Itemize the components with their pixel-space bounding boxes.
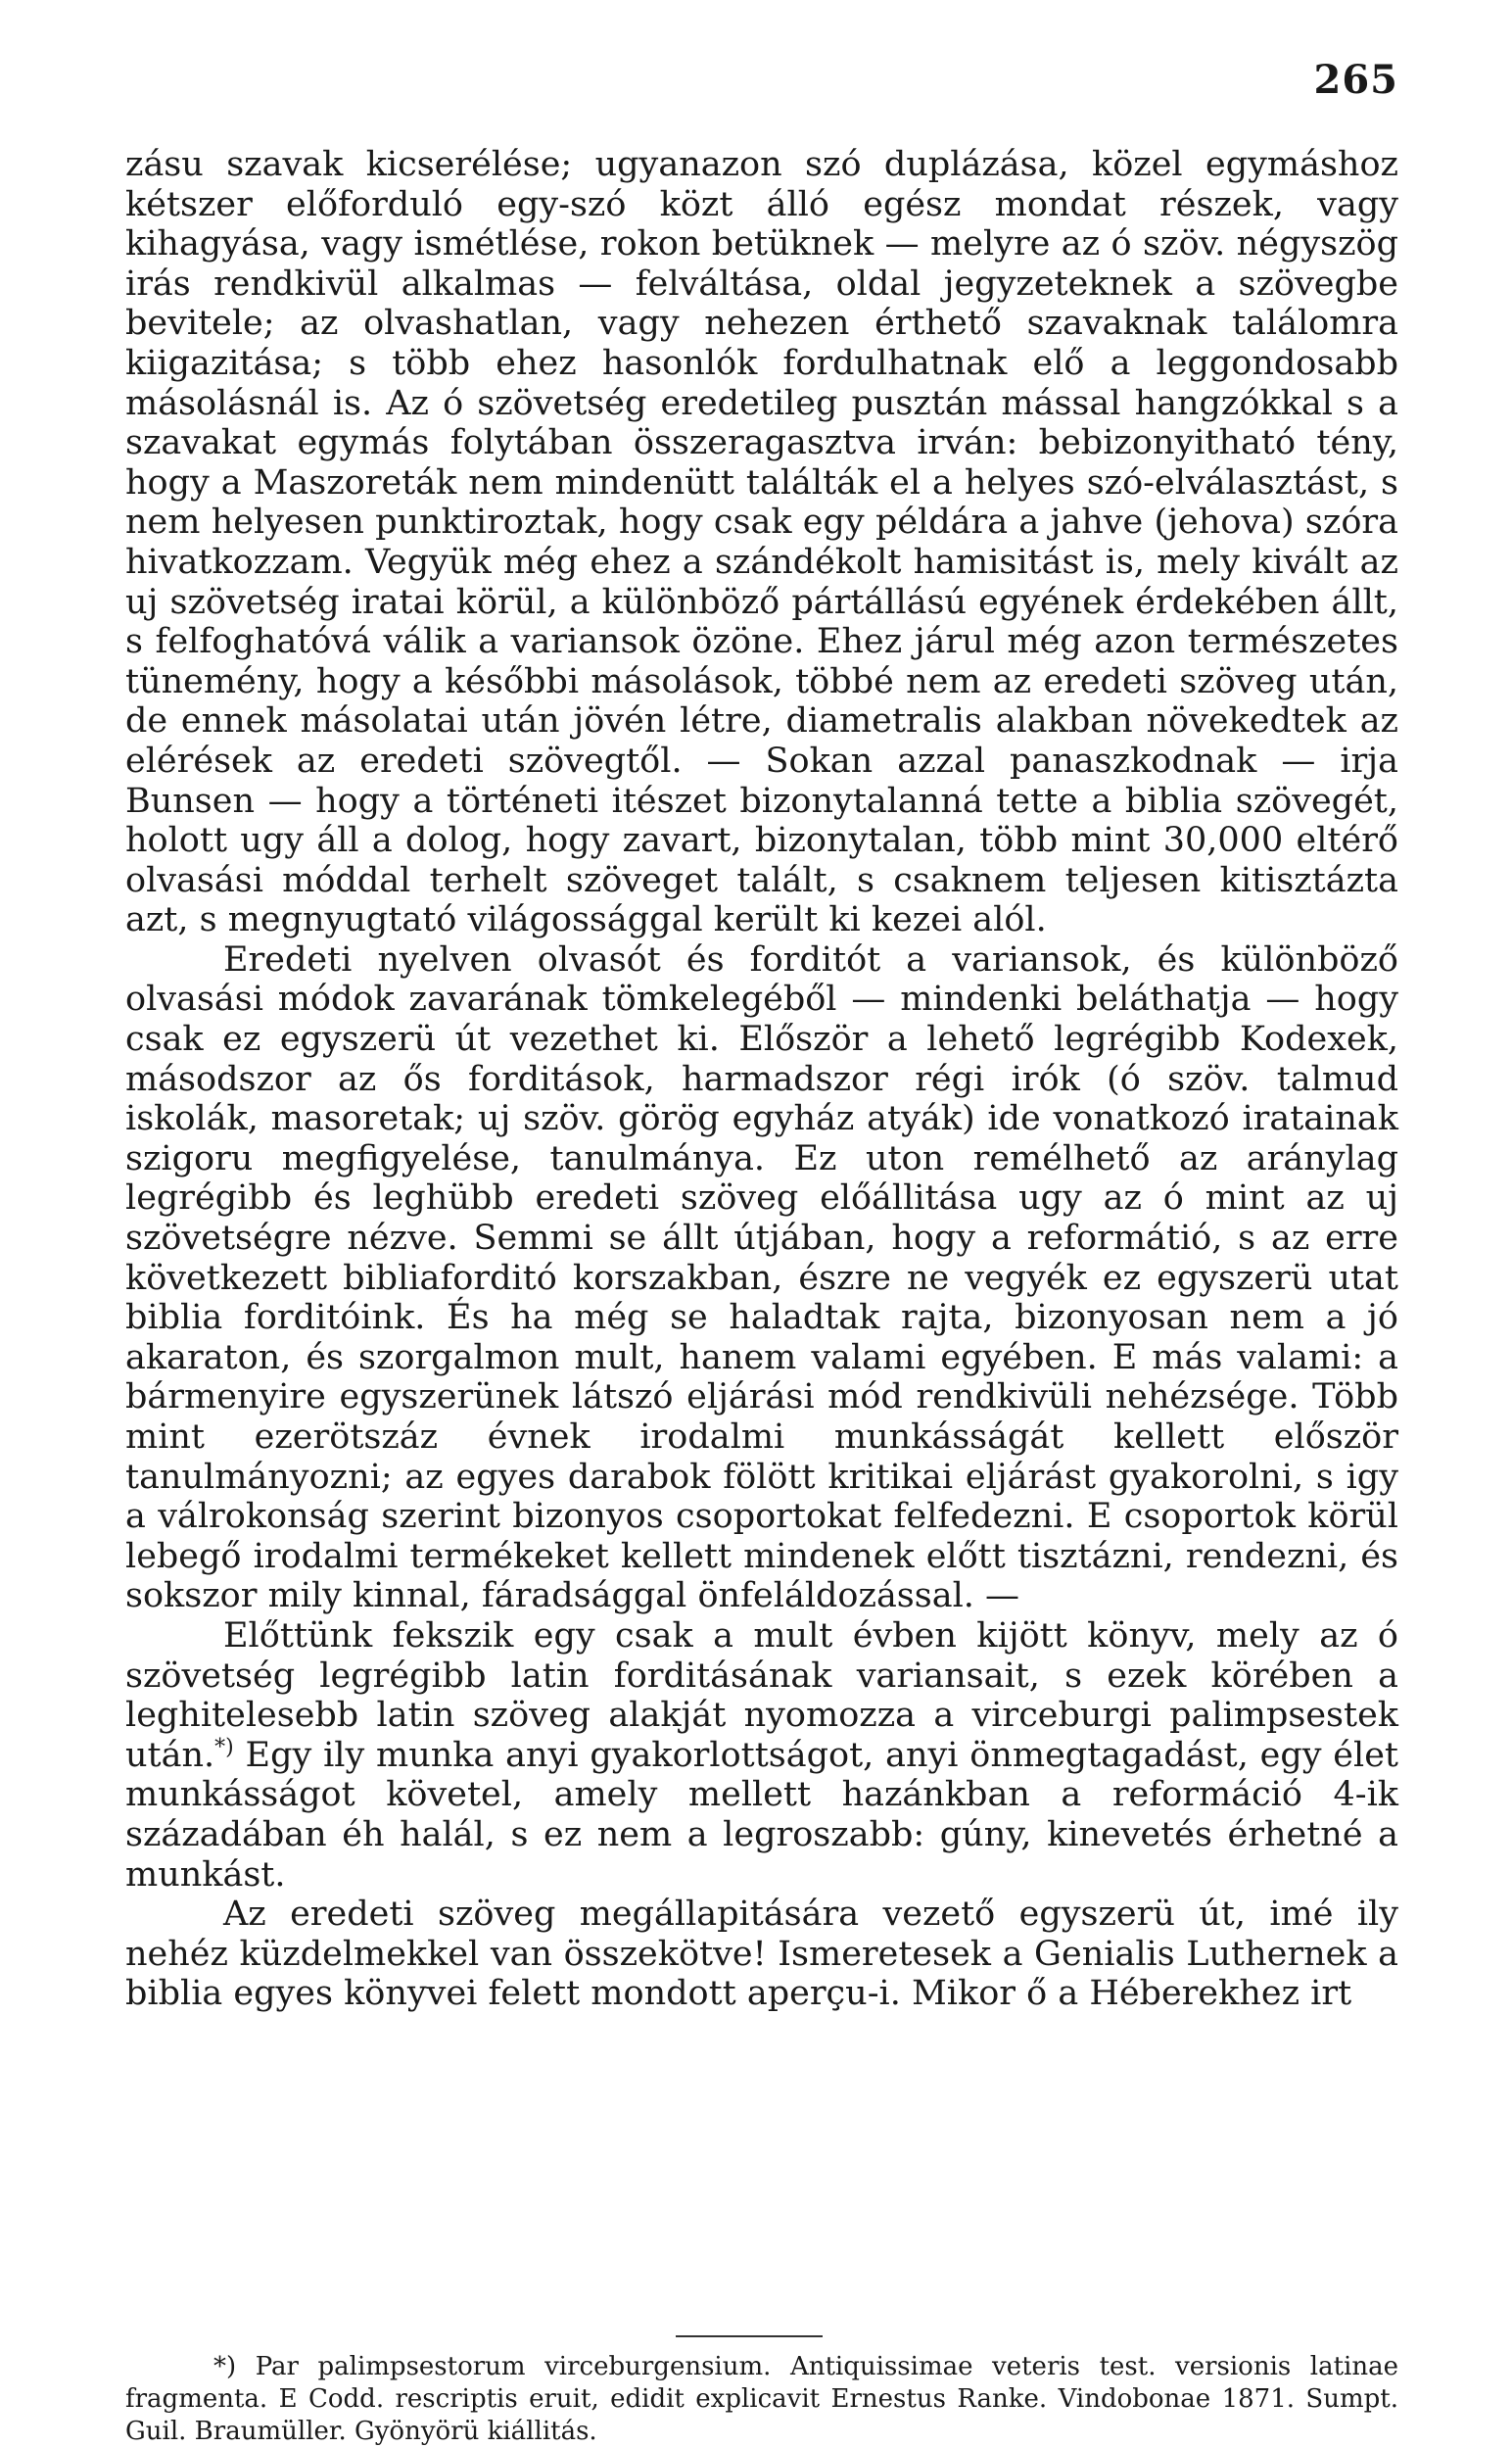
- paragraph-3-text-before-ref: Előttünk fekszik egy csak a mult évben kijött könyv, mely az ó szövetség legrégibb latin forditásának variansait, s ezek körében a leghitelesebb latin szöveg alakját nyomozza a virceburgi palimpsestek után.: [125, 1615, 1398, 1775]
- footnote: [125, 2351, 1398, 2448]
- paragraph-3: [125, 1616, 1398, 1895]
- footnote-text: *) Par palimpsestorum virceburgensium. Antiquissimae veteris test. versionis latinae fragmenta. E Codd. rescriptis eruit, edidit explicavit Ernestus Ranke. Vindobonae 1871. Sumpt. Guil. Braumüller. Gyönyörü kiállitás.: [125, 2352, 1398, 2446]
- footnote-divider: [676, 2335, 823, 2337]
- paragraph-3-text-after-ref: Egy ily munka anyi gyakorlottságot, anyi önmegtagadást, egy élet munkásságot követel, amely mellett hazánkban a reformáció 4-ik századában éh halál, s ez nem a legroszabb: gúny, kinevetés érhetné a munkást.: [125, 1735, 1398, 1895]
- page-number: 265: [1313, 57, 1398, 103]
- paragraph-4: Az eredeti szöveg megállapitására vezető egyszerü út, imé ily nehéz küzdelmekkel van összekötve! Ismeretesek a Genialis Luthernek a biblia egyes könyvei felett mondott aperçu-i. Mikor ő a Héberekhez irt: [125, 1895, 1398, 2014]
- paragraph-2: Eredeti nyelven olvasót és forditót a variansok, és különböző olvasási módok zavarának tömkelegéből — mindenki beláthatja — hogy csak ez egyszerü út vezethet ki. Először a lehető legrégibb Kodexek, másodszor az ős forditások, harmadszor régi irók (ó szöv. talmud iskolák, masoretak; uj szöv. görög egyház atyák) ide vonatkozó iratainak szigoru megfigyelése, tanulmánya. Ez uton remélhető az aránylag legrégibb és leghübb eredeti szöveg előállitása ugy az ó mint az uj szövetségre nézve. Semmi se állt útjában, hogy a reformátió, s az erre következett bibliaforditó korszakban, észre ne vegyék ez egyszerü utat biblia forditóink. És ha még se haladtak rajta, bizonyosan nem a jó akaraton, és szorgalmon mult, hanem valami egyében. E más valami: a bármenyire egyszerünek látszó eljárási mód rendkivüli nehézsége. Több mint ezerötszáz évnek irodalmi munkásságát kellett először tanulmányozni; az egyes darabok fölött kritikai eljárást gyakorolni, s igy a válrokonság szerint bizonyos csoportokat felfedezni. E csoportok körül lebegő irodalmi termékeket kellett mindenek előtt tisztázni, rendezni, és sokszor mily kinnal, fáradsággal önfeláldozással. —: [125, 939, 1398, 1616]
- footnote-reference: *): [214, 1735, 234, 1760]
- main-text: [125, 145, 1398, 2014]
- paragraph-1: zásu szavak kicserélése; ugyanazon szó duplázása, közel egymáshoz kétszer előforduló egy-szó közt álló egész mondat részek, vagy kihagyása, vagy ismétlése, rokon betüknek — melyre az ó szöv. négyszög irás rendkivül alkalmas — felváltása, oldal jegyzeteknek a szövegbe bevitele; az olvashatlan, vagy nehezen érthető szavaknak találomra kiigazitása; s több ehez hasonlók fordulhatnak elő a leggondosabb másolásnál is. Az ó szövetség eredetileg pusztán mással hangzókkal s a szavakat egymás folytában összeragasztva irván: bebizonyitható tény, hogy a Maszoreták nem mindenütt találták el a helyes szó-elválasztást, s nem helyesen punktiroztak, hogy csak egy példára a jahve (jehova) szóra hivatkozzam. Vegyük még ehez a szándékolt hamisitást is, mely kivált az uj szövetség iratai körül, a különböző pártállású egyének érdekében állt, s felfoghatóvá válik a variansok özöne. Ehez járul még azon természetes tünemény, hogy a későbbi másolások, többé nem az eredeti szöveg után, de ennek másolatai után jövén létre, diametralis alakban növekedtek az elérések az eredeti szövegtől. — Sokan azzal panaszkodnak — irja Bunsen — hogy a történeti itészet bizonytalanná tette a biblia szövegét, holott ugy áll a dolog, hogy zavart, bizonytalan, több mint 30,000 eltérő olvasási móddal terhelt szöveget talált, s csaknem teljesen kitisztázta azt, s megnyugtató világossággal került ki kezei alól.: [125, 145, 1398, 940]
